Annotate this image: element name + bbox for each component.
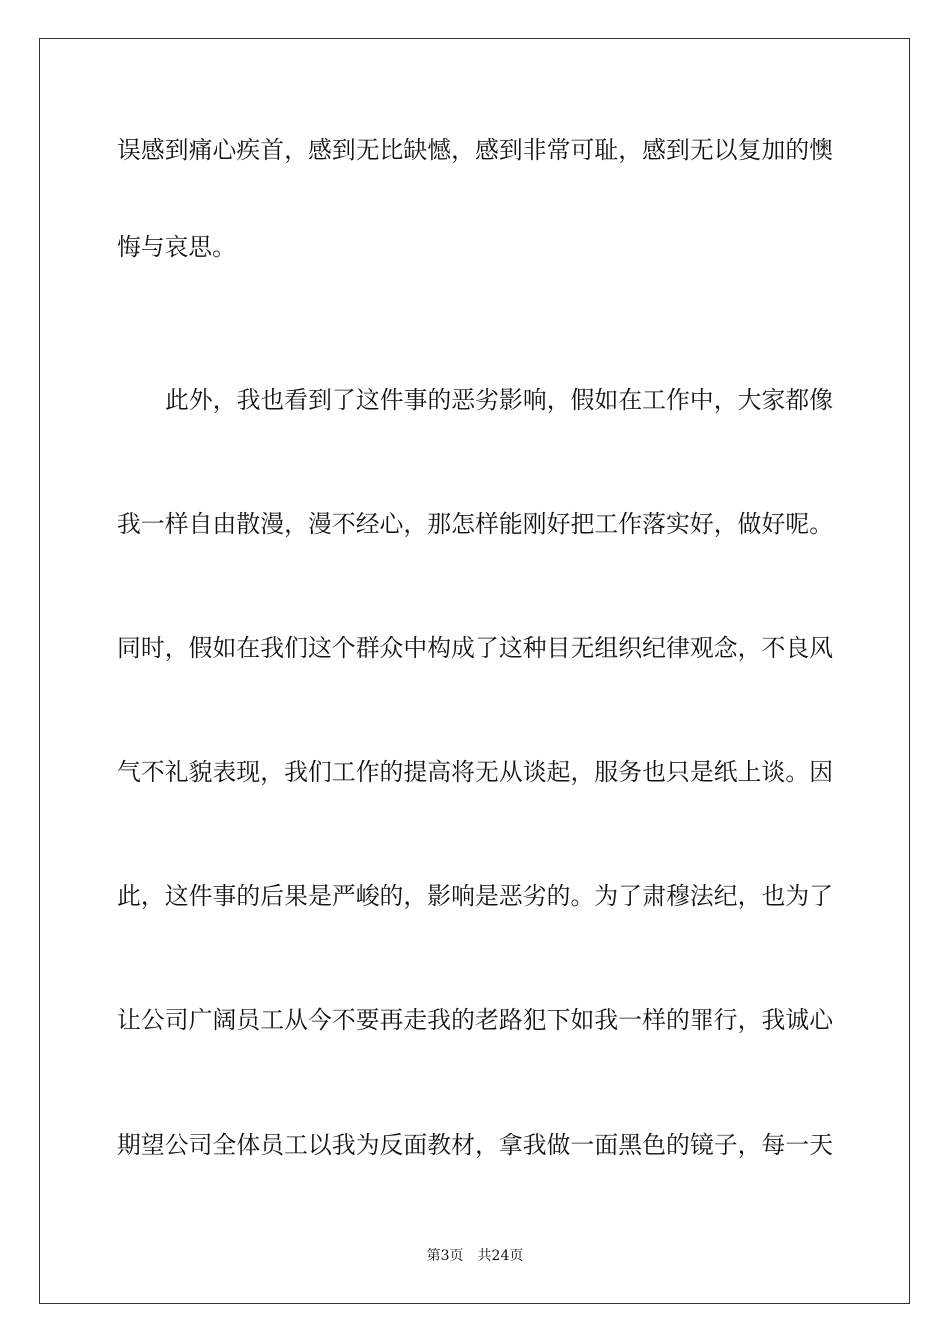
text-line-3: 此外，我也看到了这件事的恶劣影响，假如在工作中，大家都像 <box>165 386 833 414</box>
page-border <box>39 38 910 1304</box>
page-number: 第3页 <box>426 1248 464 1264</box>
text-line-2: 悔与哀思。 <box>117 233 236 261</box>
text-line-4: 我一样自由散漫，漫不经心，那怎样能刚好把工作落实好，做好呢。 <box>117 510 833 538</box>
text-line-9: 期望公司全体员工以我为反面教材，拿我做一面黑色的镜子，每一天 <box>117 1131 833 1159</box>
text-line-6: 气不礼貌表现，我们工作的提高将无从谈起，服务也只是纸上谈。因 <box>117 758 833 786</box>
text-line-8: 让公司广阔员工从今不要再走我的老路犯下如我一样的罪行，我诚心 <box>117 1006 833 1034</box>
text-line-7: 此，这件事的后果是严峻的，影响是恶劣的。为了肃穆法纪，也为了 <box>117 882 833 910</box>
text-line-5: 同时，假如在我们这个群众中构成了这种目无组织纪律观念，不良风 <box>117 634 833 662</box>
page-footer <box>0 1247 950 1265</box>
page-total: 共24页 <box>477 1248 524 1264</box>
text-line-1: 误感到痛心疾首，感到无比缺憾，感到非常可耻，感到无以复加的懊 <box>117 136 833 164</box>
